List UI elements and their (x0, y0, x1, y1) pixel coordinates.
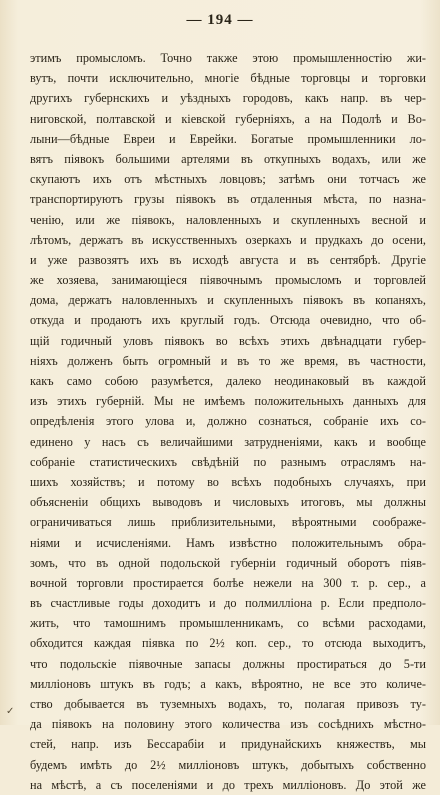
text-line: откуда и продаютъ ихъ круглый годъ. Отсюда очевидно, что об- (30, 313, 426, 328)
text-line: опредѣленія этого улова и, должно сознаться, собраніе ихъ со- (30, 414, 426, 429)
text-line: ниговской, полтавской и кіевской губерніяхъ, а на Подолѣ и Во- (30, 111, 426, 126)
text-line: этимъ промысломъ. Точно также этою промышленностію жи- (30, 51, 426, 65)
text-line: обходится каждая піявка по 2½ коп. сер., то отсюда выходитъ, (30, 636, 426, 651)
text-line: собраніе статистическихъ свѣдѣній по разнымъ отраслямъ на- (30, 454, 426, 469)
text-line: щій годичный уловъ піявокъ во всѣхъ этихъ двѣнадцати губер- (30, 333, 426, 348)
text-line: милліоновъ штукъ въ годъ; а какъ, вѣроятно, не все это количе- (30, 676, 426, 691)
text-line: на мѣстѣ, а съ поселеніями и до трехъ милліоновъ. До этой же (30, 777, 426, 792)
text-line: да піявокъ на половину этого количества изъ сосѣднихъ мѣстно- (30, 717, 426, 732)
body-text (30, 48, 426, 795)
text-line: ство добывается въ туземныхъ водахъ, то, полагая привозъ ту- (30, 697, 426, 711)
text-line: жить, что тамошнимъ промышленникамъ, со всѣми расходами, (30, 616, 426, 631)
text-line: что подольскіе піявочные запасы должны простираться до 5-ти (30, 656, 426, 671)
text-line: транспортируютъ грузы піявокъ въ отдаленныя мѣста, по назна- (30, 192, 426, 207)
text-line: ограничиваться лишь приблизительными, вѣроятными соображе- (30, 515, 426, 530)
text-line: лѣтомъ, держатъ въ искусственныхъ озеркахъ и прудкахъ до осени, (30, 232, 426, 247)
text-line: другихъ губернскихъ и уѣздныхъ городовъ, какъ напр. въ чер- (30, 91, 426, 106)
page-edge-mark: ✓ (6, 706, 15, 717)
page-number: — 194 — (186, 12, 254, 28)
text-line: объясненіи общихъ выводовъ и числовыхъ итоговъ, мы должны (30, 495, 426, 510)
text-line: изъ этихъ губерній. Мы не имѣемъ положительныхъ данныхъ для (30, 394, 426, 409)
text-line: и уже развозятъ ихъ въ исходѣ августа и въ сентябрѣ. Другіе (30, 252, 426, 267)
text-line: ченію, или же піявокъ, наловленныхъ и скупленныхъ весной и (30, 212, 426, 227)
text-line: вутъ, почти исключительно, многіе бѣдные торговцы и торговки (30, 71, 426, 86)
text-line: стей, напр. изъ Бессарабіи и придунайскихъ княжествъ, мы (30, 737, 426, 752)
text-line: въ счастливые годы доходитъ и до полмилліона р. Если предполо- (30, 596, 426, 611)
text-line: дома, держатъ наловленныхъ и скупленныхъ піявокъ въ копаняхъ, (30, 293, 426, 308)
text-line: скупаютъ ихъ отъ мѣстныхъ ловцовъ; затѣмъ они тотчасъ же (30, 172, 426, 187)
text-line: вятъ піявокъ большими артелями въ откупныхъ водахъ, или же (30, 151, 426, 166)
text-line: лыни—бѣдные Евреи и Еврейки. Богатые промышленники ло- (30, 131, 426, 146)
text-line: ніями и исчисленіями. Намъ извѣстно положительнымъ обра- (30, 535, 426, 550)
text-line: вочной торговли простирается болѣе нежели на 300 т. р. сер., а (30, 575, 426, 590)
text-line: ніяхъ долженъ быть огромный и въ то же время, въ частности, (30, 353, 426, 368)
text-line: единено у насъ съ величайшими затрудненіями, какъ и вообще (30, 434, 426, 449)
text-line: зомъ, что въ одной подольской губерніи годичный оборотъ піяв- (30, 555, 426, 570)
text-line: шихъ хозяйствъ; и потому во всѣхъ подобныхъ случаяхъ, при (30, 474, 426, 489)
text-line: же хозяева, занимающіеся піявочнымъ промысломъ и торговлей (30, 273, 426, 288)
text-line: будемъ имѣть до 2½ милліоновъ штукъ, добытыхъ собственно (30, 757, 426, 772)
text-line: какъ само собою разумѣется, далеко неодинаковый въ каждой (30, 374, 426, 388)
